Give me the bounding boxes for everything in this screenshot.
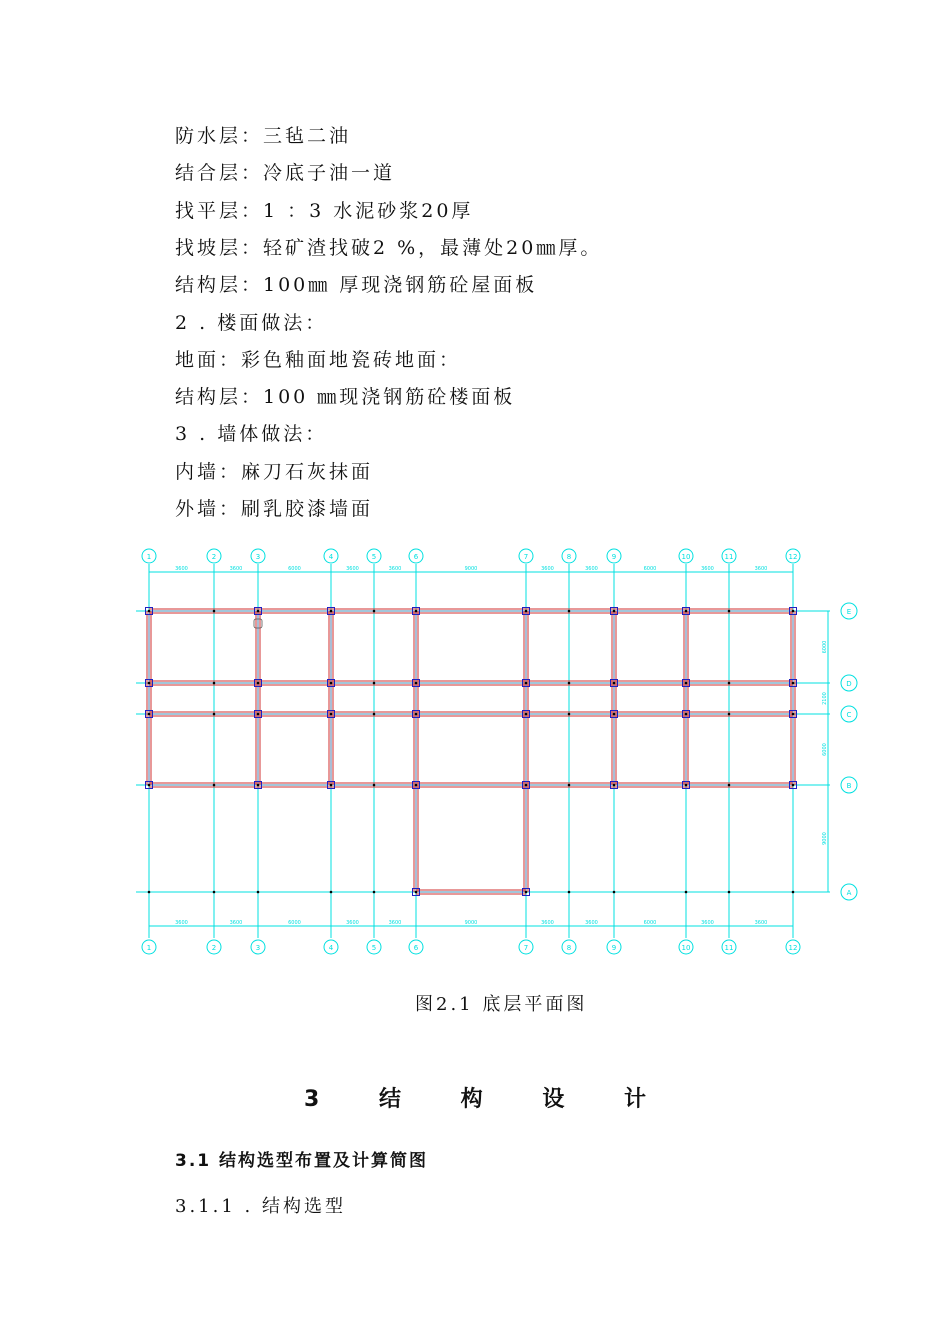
text-line: 结构层：100㎜ 厚现浇钢筋砼屋面板: [175, 274, 538, 296]
dimension-label-bottom: 6000: [643, 920, 657, 926]
grid-dot: [792, 682, 795, 685]
axis-bubble-label: 6: [413, 553, 419, 561]
grid-dot: [148, 784, 151, 787]
chapter-heading: [0, 1082, 950, 1113]
grid-dot: [330, 891, 333, 894]
axis-bubble-label: 3: [255, 944, 261, 952]
text-line: 地面：彩色釉面地瓷砖地面：: [175, 349, 462, 371]
grid-dot: [728, 682, 731, 685]
grid-dot: [568, 610, 571, 613]
dimension-label-bottom: 3600: [754, 920, 768, 926]
dimension-label-top: 9000: [464, 566, 478, 572]
axis-bubble-label: 4: [328, 553, 334, 561]
chapter-char: 结: [378, 1087, 401, 1112]
grid-dot: [525, 610, 528, 613]
dimension-label-top: 3600: [701, 566, 714, 572]
grid-dot: [148, 682, 151, 685]
grid-dot: [415, 891, 418, 894]
dimension-label-top: 3600: [541, 566, 554, 572]
dimension-label-top: 6000: [288, 566, 301, 572]
grid-dot: [148, 610, 151, 613]
grid-dot: [525, 713, 528, 716]
grid-dot: [148, 713, 151, 716]
axis-bubble-label: 10: [681, 553, 691, 561]
dimension-label-right: 2100: [822, 692, 828, 705]
section-heading: 3.1 结构选型布置及计算简图: [175, 1151, 429, 1171]
grid-dot: [330, 610, 333, 613]
grid-dot: [613, 610, 616, 613]
grid-dot: [525, 784, 528, 787]
axis-bubble-label: C: [846, 711, 852, 719]
grid-dot: [330, 713, 333, 716]
grid-dot: [148, 891, 151, 894]
axis-bubble-label: 6: [413, 944, 419, 952]
grid-dot: [568, 784, 571, 787]
figure-caption: 图2.1 底层平面图: [415, 994, 588, 1015]
axis-bubble-label: 7: [523, 553, 529, 561]
grid-dot: [685, 784, 688, 787]
text-line: 3 . 墙体做法：: [175, 423, 328, 445]
grid-dot: [525, 682, 528, 685]
dimension-label-bottom: 9000: [464, 920, 478, 926]
dimension-label-bottom: 3600: [346, 920, 359, 926]
grid-dot: [685, 713, 688, 716]
text-line: 结合层：冷底子油一道: [175, 162, 396, 184]
axis-bubble-label: 2: [211, 944, 217, 952]
dimension-label-right: 9000: [822, 832, 828, 845]
axis-bubble-label: 2: [211, 553, 217, 561]
grid-dot: [685, 682, 688, 685]
chapter-char: 计: [624, 1087, 647, 1112]
axis-bubble-label: 7: [523, 944, 529, 952]
axis-bubble-label: 11: [724, 553, 734, 561]
dimension-label-bottom: 3600: [388, 920, 402, 926]
dimension-label-right: 6000: [822, 640, 828, 654]
grid-dot: [568, 891, 571, 894]
axis-bubble-label: 9: [611, 553, 617, 561]
ground-floor-plan: [130, 540, 870, 970]
text-line: 结构层：100 ㎜现浇钢筋砼楼面板: [175, 386, 516, 408]
dimension-label-top: 3600: [754, 566, 768, 572]
grid-dot: [568, 682, 571, 685]
axis-bubble-label: 8: [566, 553, 572, 561]
grid-dot: [330, 784, 333, 787]
grid-dot: [792, 891, 795, 894]
dimension-label-top: 3600: [175, 566, 188, 572]
grid-dot: [613, 784, 616, 787]
dimension-label-top: 3600: [388, 566, 402, 572]
grid-dot: [415, 713, 418, 716]
grid-dot: [415, 610, 418, 613]
axis-bubble-label: 5: [371, 553, 377, 561]
chapter-char: 构: [460, 1087, 483, 1112]
grid-dot: [568, 713, 571, 716]
axis-bubble-label: 5: [371, 944, 377, 952]
dimension-label-bottom: 3600: [541, 920, 554, 926]
axis-bubble-label: 12: [788, 944, 798, 952]
axis-bubble-label: 4: [328, 944, 334, 952]
grid-dot: [373, 610, 376, 613]
dimension-label-top: 3600: [229, 566, 243, 572]
text-line: 外墙：刷乳胶漆墙面: [175, 498, 374, 520]
grid-dot: [792, 610, 795, 613]
axis-bubble-label: 1: [146, 944, 152, 952]
grid-dot: [728, 891, 731, 894]
dimension-label-top: 6000: [643, 566, 657, 572]
grid-dot: [792, 784, 795, 787]
grid-dot: [415, 682, 418, 685]
grid-dot: [415, 784, 418, 787]
dimension-label-bottom: 3600: [701, 920, 714, 926]
grid-dot: [685, 891, 688, 894]
dimension-label-bottom: 3600: [229, 920, 243, 926]
axis-bubble-label: 10: [681, 944, 691, 952]
grid-dot: [257, 891, 260, 894]
grid-dot: [613, 682, 616, 685]
axis-bubble-label: E: [846, 608, 852, 616]
axis-bubble-label: 12: [788, 553, 798, 561]
grid-dot: [792, 713, 795, 716]
axis-bubble-label: 11: [724, 944, 734, 952]
axis-bubble-label: A: [846, 889, 852, 897]
dimension-label-bottom: 3600: [175, 920, 188, 926]
axis-bubble-label: 1: [146, 553, 152, 561]
grid-dot: [257, 610, 260, 613]
grid-dot: [330, 682, 333, 685]
grid-dot: [728, 713, 731, 716]
text-line: 找平层：1 ：3 水泥砂浆20厚: [175, 200, 474, 222]
axis-bubble-label: 8: [566, 944, 572, 952]
dimension-label-top: 3600: [585, 566, 598, 572]
grid-dot: [728, 610, 731, 613]
subsection-heading: 3.1.1 . 结构选型: [175, 1196, 346, 1217]
grid-dot: [213, 682, 216, 685]
grid-dot: [373, 682, 376, 685]
axis-bubble-label: D: [846, 680, 852, 688]
grid-dot: [213, 891, 216, 894]
grid-dot: [213, 713, 216, 716]
axis-bubble-label: B: [846, 782, 852, 790]
dimension-label-right: 6000: [822, 743, 828, 756]
grid-dot: [525, 891, 528, 894]
grid-dot: [373, 784, 376, 787]
grid-dot: [257, 784, 260, 787]
dimension-label-bottom: 3600: [585, 920, 598, 926]
text-line: 2 . 楼面做法：: [175, 312, 328, 334]
grid-dot: [373, 891, 376, 894]
grid-dot: [257, 682, 260, 685]
dimension-label-top: 3600: [346, 566, 359, 572]
grid-dot: [213, 784, 216, 787]
grid-dot: [373, 713, 376, 716]
grid-dot: [613, 891, 616, 894]
text-line: 防水层：三毡二油: [175, 125, 352, 147]
axis-bubble-label: 9: [611, 944, 617, 952]
grid-dot: [728, 784, 731, 787]
grid-dot: [213, 610, 216, 613]
text-line: 内墙：麻刀石灰抹面: [175, 461, 374, 483]
dimension-label-bottom: 6000: [288, 920, 301, 926]
grid-dot: [613, 713, 616, 716]
axis-bubble-label: 3: [255, 553, 261, 561]
grid-dot: [257, 713, 260, 716]
text-line: 找坡层：轻矿渣找破2 %，最薄处20㎜厚。: [175, 237, 603, 259]
chapter-char: 设: [542, 1087, 565, 1112]
grid-dot: [685, 610, 688, 613]
chapter-number: 3: [303, 1087, 320, 1112]
